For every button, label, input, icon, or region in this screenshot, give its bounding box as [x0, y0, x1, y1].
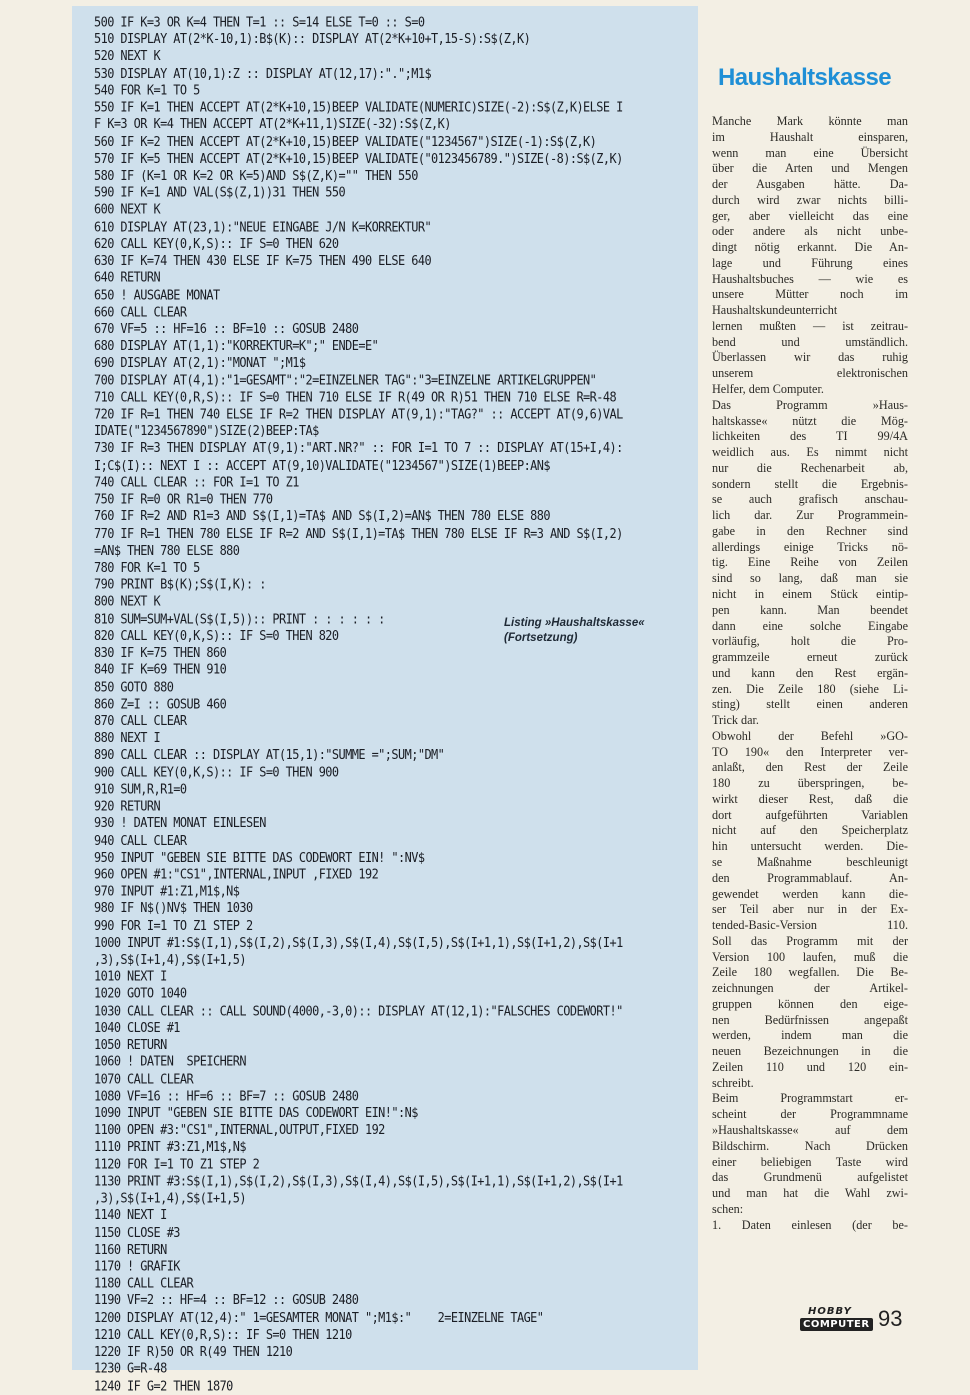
listing-line: 850 GOTO 880 — [94, 678, 174, 695]
article-line: tended-Basic-Version 110. — [712, 918, 908, 933]
listing-caption — [504, 616, 694, 646]
article-line: neuen Bezeichnungen in die — [712, 1044, 908, 1059]
listing-line: 910 SUM,R,R1=0 — [94, 781, 187, 797]
listing-line: 940 CALL CLEAR — [94, 832, 187, 848]
listing-line: 930 ! DATEN MONAT EINLESEN — [94, 815, 266, 831]
article-line: unserem elektronischen — [712, 366, 908, 381]
listing-line: 1170 ! GRAFIK — [94, 1258, 180, 1274]
listing-line: 800 NEXT K — [94, 593, 161, 610]
article-line: zen. Die Zeile 180 (siehe Li- — [712, 681, 908, 696]
article-line: anlaßt, den Rest der Zeile — [712, 760, 908, 775]
article-line: lich dar. Zur Programmein- — [712, 508, 908, 523]
caption-line-2: (Fortsetzung) — [504, 632, 578, 644]
listing-line: 510 DISPLAY AT(2*K-10,1):B$(K):: DISPLAY AT(2*K+10+T,15-S):S$(Z,K) — [94, 31, 531, 47]
listing-line: 810 SUM=SUM+VAL(S$(I,5)):: PRINT : : : : : : — [94, 610, 385, 627]
listing-line: 570 IF K=5 THEN ACCEPT AT(2*K+10,15)BEEP VALIDATE("0123456789.")SIZE(-8):S$(Z,K) — [94, 150, 623, 167]
article-line: dort aufgeführten Variablen — [712, 807, 908, 822]
article-line: allerdings einige Tricks nö- — [712, 539, 908, 554]
article-line: wirkt dieser Rest, daß die — [712, 791, 908, 806]
article-line: dann eine solche Eingabe — [712, 618, 908, 633]
article-line: Zeile 180 wegfallen. Die Be- — [712, 965, 908, 980]
listing-line: 710 CALL KEY(0,R,S):: IF S=0 THEN 710 ELSE IF R(49 OR R)51 THEN 710 ELSE R=R-48 — [94, 388, 617, 405]
article-line: nur die Rechenarbeit ab, — [712, 460, 908, 475]
article-line: nicht auf den Speicherplatz — [712, 823, 908, 838]
listing-line: 1150 CLOSE #3 — [94, 1224, 180, 1240]
article-line: ser Teil aber nur in der Ex- — [712, 902, 908, 917]
article-line: grammzeile erneut zurück — [712, 650, 908, 665]
listing-line: 690 DISPLAY AT(2,1):"MONAT ";M1$ — [94, 354, 306, 371]
article-line: Das Programm »Haus- — [712, 397, 908, 412]
article-line: TO 190« den Interpreter ver- — [712, 744, 908, 759]
article-line: Bildschirm. Nach Drücken — [712, 1138, 908, 1153]
article-line: und kann den Rest ergän- — [712, 665, 908, 680]
listing-line: 660 CALL CLEAR — [94, 303, 187, 320]
listing-line: 1000 INPUT #1:S$(I,1),S$(I,2),S$(I,3),S$(I,4),S$(I,5),S$(I+1,1),S$(I+1,2),S$(I+1 — [94, 934, 623, 951]
listing-line: 760 IF R=2 AND R1=3 AND S$(I,1)=TA$ AND S$(I,2)=AN$ THEN 780 ELSE 880 — [94, 508, 551, 524]
listing-line: IDATE("1234567890")SIZE(2)BEEP:TA$ — [94, 423, 319, 439]
logo-bottom-text: COMPUTER — [800, 1318, 873, 1331]
listing-line: 890 CALL CLEAR :: DISPLAY AT(15,1):"SUMME =";SUM;"DM" — [94, 746, 445, 763]
listing-line: 740 CALL CLEAR :: FOR I=1 TO Z1 — [94, 474, 299, 490]
article-line: über die Arten und Mengen — [712, 161, 908, 176]
listing-line: 830 IF K=75 THEN 860 — [94, 644, 227, 661]
listing-line: 1030 CALL CLEAR :: CALL SOUND(4000,-3,0):: DISPLAY AT(12,1):"FALSCHES CODEWORT!" — [94, 1002, 623, 1019]
listing-line: 680 DISPLAY AT(1,1):"KORREKTUR=K";" ENDE=E" — [94, 337, 379, 354]
listing-line: 500 IF K=3 OR K=4 THEN T=1 :: S=14 ELSE T=0 :: S=0 — [94, 14, 425, 30]
listing-line: 630 IF K=74 THEN 430 ELSE IF K=75 THEN 490 ELSE 640 — [94, 252, 432, 269]
listing-line: 780 FOR K=1 TO 5 — [94, 559, 200, 576]
listing-line: 520 NEXT K — [94, 48, 161, 64]
article-line: Helfer, dem Computer. — [712, 382, 824, 397]
listing-line: 610 DISPLAY AT(23,1):"NEUE EINGABE J/N K=KORREKTUR" — [94, 218, 432, 235]
article-line: scheint der Programmname — [712, 1107, 908, 1122]
listing-line: 1240 IF G=2 THEN 1870 — [94, 1377, 233, 1394]
page-number: 93 — [878, 1306, 903, 1331]
article-line: sind so lang, daß man sie — [712, 571, 908, 586]
listing-line: 650 ! AUSGABE MONAT — [94, 286, 220, 303]
basic-program-listing — [94, 14, 694, 1395]
listing-line: =AN$ THEN 780 ELSE 880 — [94, 542, 240, 559]
caption-line-1: Listing »Haushaltskasse« — [504, 617, 645, 629]
article-line: gruppen können den eige- — [712, 996, 908, 1011]
listing-line: 530 DISPLAY AT(10,1):Z :: DISPLAY AT(12,17):".";M1$ — [94, 65, 432, 81]
article-line: Zeilen 110 und 120 ein- — [712, 1059, 908, 1074]
listing-line: 870 CALL CLEAR — [94, 712, 187, 729]
listing-line: 1210 CALL KEY(0,R,S):: IF S=0 THEN 1210 — [94, 1326, 352, 1343]
listing-line: 1230 G=R-48 — [94, 1360, 167, 1377]
listing-line: 1020 GOTO 1040 — [94, 985, 187, 1002]
listing-line: 820 CALL KEY(0,K,S):: IF S=0 THEN 820 — [94, 627, 339, 644]
listing-line: 1070 CALL CLEAR — [94, 1070, 194, 1087]
listing-line: 980 IF N$()NV$ THEN 1030 — [94, 900, 253, 917]
article-line: Soll das Programm mit der — [712, 933, 908, 948]
article-line: nen Bedürfnissen angepaßt — [712, 1012, 908, 1027]
listing-line: 1200 DISPLAY AT(12,4):" 1=GESAMTER MONAT ";M1$:" 2=EINZELNE TAGE" — [94, 1309, 544, 1326]
listing-line: 620 CALL KEY(0,K,S):: IF S=0 THEN 620 — [94, 235, 339, 252]
article-line: sondern stellt die Ergebnis- — [712, 476, 908, 491]
listing-line: 600 NEXT K — [94, 201, 161, 218]
article-line: haltskasse« nützt die Mög- — [712, 413, 908, 428]
listing-line: 990 FOR I=1 TO Z1 STEP 2 — [94, 917, 253, 934]
listing-line: 560 IF K=2 THEN ACCEPT AT(2*K+10,15)BEEP VALIDATE("1234567")SIZE(-1):S$(Z,K) — [94, 133, 597, 149]
listing-line: 720 IF R=1 THEN 740 ELSE IF R=2 THEN DISPLAY AT(9,1):"TAG?" :: ACCEPT AT(9,6)VAL — [94, 406, 623, 422]
listing-line: 1220 IF R)50 OR R(49 THEN 1210 — [94, 1343, 293, 1360]
listing-line: 750 IF R=0 OR R1=0 THEN 770 — [94, 491, 273, 507]
listing-line: 670 VF=5 :: HF=16 :: BF=10 :: GOSUB 2480 — [94, 320, 359, 337]
listing-line: 1090 INPUT "GEBEN SIE BITTE DAS CODEWORT EIN!":N$ — [94, 1104, 418, 1121]
article-line: sting) stellt einen anderen — [712, 697, 908, 712]
listing-line: ,3),S$(I+1,4),S$(I+1,5) — [94, 951, 247, 968]
listing-line: 1160 RETURN — [94, 1241, 167, 1257]
article-line: einer beliebigen Taste wird — [712, 1154, 908, 1169]
listing-line: 1100 OPEN #3:"CS1",INTERNAL,OUTPUT,FIXED 192 — [94, 1121, 385, 1138]
article-line: zeichnungen der Artikel- — [712, 981, 908, 996]
article-line: 1. Daten einlesen (der be- — [712, 1217, 908, 1232]
listing-line: 1110 PRINT #3:Z1,M1$,N$ — [94, 1138, 247, 1155]
article-line: das Grundmenü aufgelistet — [712, 1170, 908, 1185]
article-line: bend und umständlich. — [712, 334, 908, 349]
article-line: und man hat die Wahl zwi- — [712, 1186, 908, 1201]
hobby-computer-logo — [800, 1306, 870, 1336]
article-line: der Ausgaben hätte. Da- — [712, 177, 908, 192]
listing-line: 1040 CLOSE #1 — [94, 1019, 180, 1036]
article-line: Überlassen wir das ruhig — [712, 350, 908, 365]
article-line: oder andere als nicht unbe- — [712, 224, 908, 239]
article-line: im Haushalt einsparen, — [712, 129, 908, 144]
article-line: weidlich aus. Es nimmt nicht — [712, 445, 908, 460]
listing-line: 920 RETURN — [94, 798, 161, 814]
article-line: ger, aber vielleicht das eine — [712, 208, 908, 223]
listing-line: 1180 CALL CLEAR — [94, 1275, 194, 1292]
article-line: se Maßnahme beschleunigt — [712, 854, 908, 869]
listing-line: 1010 NEXT I — [94, 968, 167, 985]
listing-line: 1130 PRINT #3:S$(I,1),S$(I,2),S$(I,3),S$(I,4),S$(I,5),S$(I+1,1),S$(I+1,2),S$(I+1 — [94, 1173, 623, 1189]
listing-line: 770 IF R=1 THEN 780 ELSE IF R=2 AND S$(I,1)=TA$ THEN 780 ELSE IF R=3 AND S$(I,2) — [94, 525, 623, 542]
listing-line: 1190 VF=2 :: HF=4 :: BF=12 :: GOSUB 2480 — [94, 1292, 359, 1309]
article-line: wenn man eine Übersicht — [712, 145, 908, 160]
listing-line: 730 IF R=3 THEN DISPLAY AT(9,1):"ART.NR?" :: FOR I=1 TO 7 :: DISPLAY AT(15+I,4): — [94, 440, 623, 456]
listing-line: 550 IF K=1 THEN ACCEPT AT(2*K+10,15)BEEP VALIDATE(NUMERIC)SIZE(-2):S$(Z,K)ELSE I — [94, 99, 623, 115]
article-line: lichkeiten des TI 99/4A — [712, 429, 908, 444]
listing-line: 970 INPUT #1:Z1,M1$,N$ — [94, 883, 240, 899]
article-line: Haushaltskundeunterricht — [712, 303, 838, 318]
listing-line: 1120 FOR I=1 TO Z1 STEP 2 — [94, 1156, 260, 1172]
listing-line: 860 Z=I :: GOSUB 460 — [94, 695, 227, 712]
listing-line: 580 IF (K=1 OR K=2 OR K=5)AND S$(Z,K)="" THEN 550 — [94, 167, 418, 184]
article-body — [712, 114, 908, 1233]
article-line: gabe in den Rechner sind — [712, 523, 908, 538]
article-line: schen: — [712, 1201, 744, 1216]
article-line: gewendet werden kann die- — [712, 886, 908, 901]
article-line: schreibt. — [712, 1075, 754, 1090]
article-line: Manche Mark könnte man — [712, 114, 908, 128]
listing-line: 880 NEXT I — [94, 729, 161, 746]
article-line: Haushaltsbuches — wie es — [712, 271, 908, 286]
article-line: den Programmablauf. An- — [712, 870, 908, 885]
listing-line: 590 IF K=1 AND VAL(S$(Z,1))31 THEN 550 — [94, 184, 346, 201]
listing-line: 900 CALL KEY(0,K,S):: IF S=0 THEN 900 — [94, 763, 339, 780]
article-line: durch wird zwar nichts billi- — [712, 192, 908, 207]
listing-line: 790 PRINT B$(K);S$(I,K): : — [94, 576, 266, 593]
listing-line: 640 RETURN — [94, 269, 161, 286]
listing-line: 1140 NEXT I — [94, 1207, 167, 1223]
listing-line: 700 DISPLAY AT(4,1):"1=GESAMT":"2=EINZELNER TAG":"3=EINZELNE ARTIKELGRUPPEN" — [94, 371, 597, 388]
article-line: Version 100 laufen, muß die — [712, 949, 908, 964]
article-line: Trick dar. — [712, 713, 759, 728]
article-line: 180 zu überspringen, be- — [712, 776, 908, 791]
listing-line: 950 INPUT "GEBEN SIE BITTE DAS CODEWORT EIN! ":NV$ — [94, 849, 425, 865]
article-line: unsere Mütter noch im — [712, 287, 908, 302]
listing-line: I;C$(I):: NEXT I :: ACCEPT AT(9,10)VALIDATE("1234567")SIZE(1)BEEP:AN$ — [94, 457, 551, 473]
article-line: tig. Eine Reihe von Zeilen — [712, 555, 908, 570]
listing-line: 1060 ! DATEN SPEICHERN — [94, 1053, 247, 1070]
article-line: lage und Führung eines — [712, 255, 908, 270]
article-line: Obwohl der Befehl »GO- — [712, 728, 908, 743]
article-heading: Haushaltskasse — [718, 64, 892, 91]
listing-line: ,3),S$(I+1,4),S$(I+1,5) — [94, 1190, 247, 1206]
article-line: vorläufig, holt die Pro- — [712, 634, 908, 649]
article-line: lernen mußten — ist zeitrau- — [712, 318, 908, 333]
logo-top-text: HOBBY — [808, 1306, 852, 1317]
article-line: werden, indem man die — [712, 1028, 908, 1043]
listing-line: 960 OPEN #1:"CS1",INTERNAL,INPUT ,FIXED 192 — [94, 866, 379, 882]
listing-line: 540 FOR K=1 TO 5 — [94, 82, 200, 98]
listing-line: 840 IF K=69 THEN 910 — [94, 661, 227, 678]
listing-line: F K=3 OR K=4 THEN ACCEPT AT(2*K+11,1)SIZE(-32):S$(Z,K) — [94, 116, 451, 132]
article-line: dingt nötig erkannt. Die An- — [712, 240, 908, 255]
article-line: nicht in einem Stück eintip- — [712, 586, 908, 601]
article-line: »Haushaltskasse« auf dem — [712, 1123, 908, 1137]
listing-line: 1050 RETURN — [94, 1036, 167, 1053]
article-line: hin untersucht werden. Die- — [712, 839, 908, 854]
article-line: se auch grafisch anschau- — [712, 492, 908, 507]
article-line: Beim Programmstart er- — [712, 1091, 908, 1106]
article-line: pen kann. Man beendet — [712, 602, 908, 617]
listing-line: 1080 VF=16 :: HF=6 :: BF=7 :: GOSUB 2480 — [94, 1087, 359, 1104]
